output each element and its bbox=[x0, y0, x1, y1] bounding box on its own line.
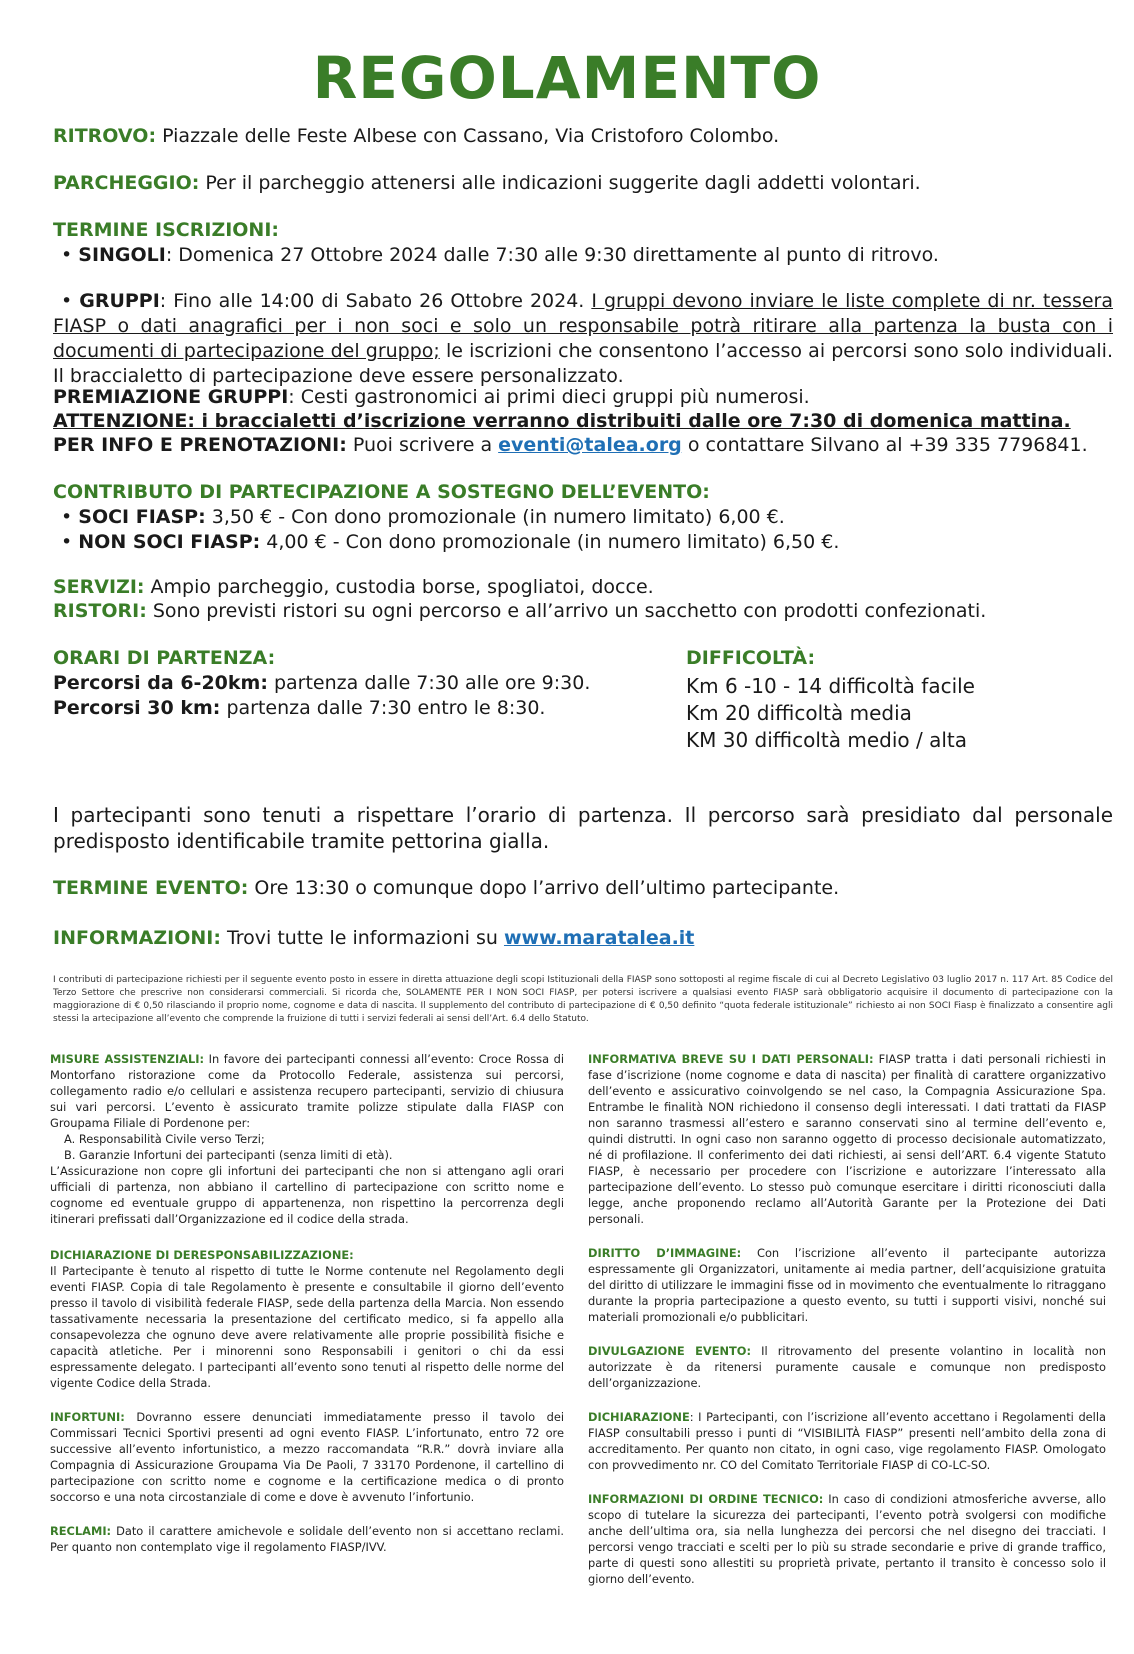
ristori-label: RISTORI: bbox=[53, 600, 147, 622]
infortuni-label: INFORTUNI: bbox=[50, 1410, 125, 1424]
ristori-line bbox=[53, 599, 1113, 624]
informazioni-label: INFORMAZIONI: bbox=[53, 927, 221, 949]
difficolta-label: DIFFICOLTÀ: bbox=[686, 647, 816, 669]
premiazione-text: : Cesti gastronomici ai primi dieci gruppi più numerosi. bbox=[288, 386, 810, 408]
soci-label: SOCI FIASP: bbox=[78, 506, 206, 528]
privacy-paragraph bbox=[588, 1051, 1106, 1227]
iscrizioni-label: TERMINE ISCRIZIONI: bbox=[53, 219, 280, 241]
difficolta-line: Km 20 difficoltà media bbox=[686, 701, 912, 725]
gruppi-rest: le iscrizioni che consentono l’accesso ai percorsi sono solo individuali. Il braccialetto di partecipazione deve essere personalizzato. bbox=[53, 340, 1114, 387]
tecnico-label: INFORMAZIONI DI ORDINE TECNICO: bbox=[588, 1492, 824, 1506]
singoli-text: : Domenica 27 Ottobre 2024 dalle 7:30 alle 9:30 direttamente al punto di ritrovo. bbox=[165, 244, 939, 266]
privacy-label: INFORMATIVA BREVE SU I DATI PERSONALI: bbox=[588, 1052, 874, 1066]
misure-rest: L’Assicurazione non copre gli infortuni dei partecipanti che non si attengano agli orari ufficiali di partenza, non abbiano il cartellino di partecipazione con scritto nome e cognome ed eventuale gruppo di appartenenza, non rispettino la percorrenza degli itinerari prefissati dall’Organizzazione ed il codice della strada. bbox=[50, 1164, 564, 1226]
orari-r2-label: Percorsi 30 km: bbox=[53, 697, 221, 719]
attenzione-line: ATTENZIONE: i braccialetti d’iscrizione verranno distribuiti dalle ore 7:30 di domenica mattina. bbox=[53, 410, 1071, 432]
servizi-text: Ampio parcheggio, custodia borse, spogliatoi, docce. bbox=[144, 576, 654, 598]
info-text1: Puoi scrivere a bbox=[346, 434, 499, 456]
reclami-paragraph bbox=[50, 1523, 564, 1555]
orari-section bbox=[53, 646, 653, 721]
parcheggio-label: PARCHEGGIO: bbox=[53, 172, 200, 194]
right-column bbox=[588, 1051, 1106, 1587]
ritrovo-line bbox=[53, 124, 1113, 149]
servizi-line bbox=[53, 575, 1113, 600]
termine-evento-text: Ore 13:30 o comunque dopo l’arrivo dell’ultimo partecipante. bbox=[248, 877, 840, 899]
parcheggio-text: Per il parcheggio attenersi alle indicazioni suggerite dagli addetti volontari. bbox=[199, 172, 921, 194]
singoli-line bbox=[53, 243, 1113, 268]
servizi-label: SERVIZI: bbox=[53, 576, 145, 598]
fine-print: I contributi di partecipazione richiesti per il seguente evento posto in essere in diretta attuazione degli scopi Istituzionali della FIASP sono sottoposti al regime fiscale di cui al Decreto Legislativo 03 luglio 2017 n. 117 Art. 85 Codice del Terzo Settore che prescrive non considerarsi commerciali. Si ricorda che, SOLAMENTE PER I NON SOCI FIASP, per potersi iscrivere a qualsiasi evento FIASP sarà obbligatorio acquisire il documento di partecipazione con la maggiorazione di € 0,50 rilasciando il proprio nome, cognome e data di nascita. Il supplemento del contributo di partecipazione di € 0,50 definito “quota federale istituzionale” richiesto ai non SOCI Fiasp è finalizzato a consentire agli stessi la artecipazione all’evento che comprende la fruizione di tutti i servizi federali ai sensi dell’Art. 6.4 dello Statuto. bbox=[53, 975, 1113, 1024]
difficolta-line: KM 30 difficoltà medio / alta bbox=[686, 728, 968, 752]
difficolta-section bbox=[686, 646, 1106, 754]
soci-line bbox=[53, 505, 1113, 530]
dichiarazione-text: : I Partecipanti, con l’iscrizione all’evento accettano i Regolamenti della FIASP consultabili presso i punti di “VISIBILITÀ FIASP” presenti nell’ambito della zona di accreditamento. Per quanto non citato, in ogni caso, vige regolamento FIASP. Omologato con provvedimento nr. CO del Comitato Territoriale FIASP di CO-LC-SO. bbox=[588, 1410, 1106, 1472]
bullet: • bbox=[61, 290, 73, 312]
partecipanti-paragraph: I partecipanti sono tenuti a rispettare l’orario di partenza. Il percorso sarà presidiato dal personale predisposto identificabile tramite pettorina gialla. bbox=[53, 803, 1113, 853]
bullet: • bbox=[61, 506, 73, 528]
orari-label: ORARI DI PARTENZA: bbox=[53, 647, 276, 669]
divulgazione-paragraph bbox=[588, 1343, 1106, 1391]
parcheggio-line bbox=[53, 171, 1113, 196]
misure-label: MISURE ASSISTENZIALI: bbox=[50, 1052, 205, 1066]
gruppi-label: GRUPPI bbox=[79, 290, 160, 312]
iscrizioni-section bbox=[53, 218, 1113, 268]
nonsoci-line bbox=[53, 530, 1113, 555]
gruppi-paragraph bbox=[53, 289, 1113, 389]
info-line bbox=[53, 433, 1113, 458]
contributo-label: CONTRIBUTO DI PARTECIPAZIONE A SOSTEGNO DELL’EVENTO: bbox=[53, 481, 710, 503]
left-column bbox=[50, 1051, 564, 1555]
misure-paragraph bbox=[50, 1051, 564, 1131]
immagine-label: DIRITTO D’IMMAGINE: bbox=[588, 1246, 742, 1260]
page-title: REGOLAMENTO bbox=[312, 44, 822, 112]
premiazione-label: PREMIAZIONE GRUPPI bbox=[53, 386, 289, 408]
misure-b: B. Garanzie Infortuni dei partecipanti (senza limiti di età). bbox=[64, 1148, 393, 1162]
informazioni-text: Trovi tutte le informazioni su bbox=[220, 927, 504, 949]
tecnico-paragraph bbox=[588, 1491, 1106, 1587]
termine-evento-line bbox=[53, 876, 1113, 901]
orari-r1-label: Percorsi da 6-20km: bbox=[53, 672, 268, 694]
nonsoci-label: NON SOCI FIASP: bbox=[78, 531, 261, 553]
reclami-label: RECLAMI: bbox=[50, 1524, 112, 1538]
bullet: • bbox=[61, 244, 73, 266]
orari-row-2 bbox=[53, 696, 653, 721]
immagine-text: Con l’iscrizione all’evento il partecipante autorizza espressamente gli Organizzatori, unitamente ai media partner, dell’acquisizione gratuita del diritto di utilizzare le immagini fisse od in movimento che eventualmente lo ritraggano durante la propria partecipazione a questo evento, su tutti i supporti visivi, nonché sui materiali promozionali e/o pubblicitari. bbox=[588, 1246, 1106, 1324]
difficolta-line: Km 6 -10 - 14 difficoltà facile bbox=[686, 674, 975, 698]
info-text2: o contattare Silvano al +39 335 7796841. bbox=[681, 434, 1088, 456]
info-label: PER INFO E PRENOTAZIONI: bbox=[53, 434, 347, 456]
divulgazione-label: DIVULGAZIONE EVENTO: bbox=[588, 1344, 752, 1358]
informazioni-line bbox=[53, 926, 1113, 951]
ritrovo-label: RITROVO: bbox=[53, 125, 157, 147]
dichiarazione-paragraph bbox=[588, 1409, 1106, 1473]
orari-row-1 bbox=[53, 671, 653, 696]
tecnico-text: In caso di condizioni atmosferiche avverse, allo scopo di tutelare la sicurezza dei partecipanti, l’evento potrà svolgersi con modifiche anche dell’ultima ora, sia nella lunghezza dei percorsi che nel disegno dei tracciati. I percorsi vengo tracciati e scelti per lo più su strade secondarie e prive di grande traffico, parte di questi sono allestiti su proprietà private, pertanto il transito è concesso solo il giorno dell’evento. bbox=[588, 1492, 1106, 1586]
ristori-text: Sono previsti ristori su ogni percorso e all’arrivo un sacchetto con prodotti confezionati. bbox=[146, 600, 987, 622]
orari-r2-text: partenza dalle 7:30 entro le 8:30. bbox=[220, 697, 546, 719]
nonsoci-text: 4,00 € - Con dono promozionale (in numero limitato) 6,50 €. bbox=[260, 531, 840, 553]
termine-evento-label: TERMINE EVENTO: bbox=[53, 877, 249, 899]
misure-a: A. Responsabilità Civile verso Terzi; bbox=[64, 1132, 265, 1146]
email-link[interactable]: eventi@talea.org bbox=[498, 434, 682, 456]
gruppi-underlined: I gruppi devono inviare le liste complete di nr. tessera FIASP o dati anagrafici per i non soci e solo un responsabile potrà ritirare alla partenza la busta con i documenti di partecipazione del gruppo; bbox=[53, 290, 1113, 362]
website-link[interactable]: www.maratalea.it bbox=[503, 927, 695, 949]
infortuni-text: Dovranno essere denunciati immediatamente presso il tavolo dei Commissari Tecnici Sportivi presenti ad ogni evento FIASP. L’infortunato, entro 72 ore successive all’evento infortunistico, a mezzo raccomandata “R.R.” dovrà inviare alla Compagnia di Assicurazione Groupama Via De Paoli, 7 33170 Pordenone, il cartellino di partecipazione con scritto nome e cognome e la certificazione medica o di pronto soccorso e una nota circostanziale di come e dove è avvenuto l’infortunio. bbox=[50, 1410, 564, 1504]
dich-label: DICHIARAZIONE DI DERESPONSABILIZZAZIONE: bbox=[50, 1248, 354, 1262]
soci-text: 3,50 € - Con dono promozionale (in numero limitato) 6,00 €. bbox=[205, 506, 785, 528]
dich-text: Il Partecipante è tenuto al rispetto di tutte le Norme contenute nel Regolamento degli eventi FIASP. Copia di tale Regolamento è presente e consultabile il giorno dell’evento presso il tavolo di visibilità federale FIASP, sede della partenza della Marcia. Non essendo tassativamente necessaria la presentazione del certificato medico, si fa appello alla consapevolezza che ognuno deve avere relativamente alle proprie possibilità fisiche e capacità atletiche. Per i minorenni sono Responsabili i genitori o chi da essi espressamente delegato. I partecipanti all’evento sono tenuti al rispetto delle norme del vigente Codice della Strada. bbox=[50, 1264, 564, 1390]
singoli-label: SINGOLI bbox=[78, 244, 166, 266]
dichiarazione-label: DICHIARAZIONE bbox=[588, 1410, 690, 1424]
orari-r1-text: partenza dalle 7:30 alle ore 9:30. bbox=[267, 672, 591, 694]
misure-text: In favore dei partecipanti connessi all’evento: Croce Rossa di Montorfano ristorazione come da Protocollo Federale, assistenza sui percorsi, collegamento radio e/o cellulari e assistenza recupero partecipanti, servizio di chiusura sui vari percorsi. L’evento è assicurato tramite polizze stipulate dalla FIASP con Groupama Filiale di Pordenone per: bbox=[50, 1052, 564, 1130]
immagine-paragraph bbox=[588, 1245, 1106, 1325]
divulgazione-text: Il ritrovamento del presente volantino in località non autorizzate è da ritenersi puramente causale e comunque non predisposto dell’organizzazione. bbox=[588, 1344, 1106, 1390]
reclami-text: Dato il carattere amichevole e solidale dell’evento non si accettano reclami. Per quanto non contemplato vige il regolamento FIASP/IVV. bbox=[50, 1524, 564, 1554]
contributo-section bbox=[53, 480, 1113, 555]
infortuni-paragraph bbox=[50, 1409, 564, 1505]
privacy-text: FIASP tratta i dati personali richiesti in fase d’iscrizione (nome cognome e data di nascita) per finalità di carattere organizzativo dell’evento e assicurativo coinvolgendo se nel caso, la Compagnia Assicurazione Spa. Entrambe le finalità NON richiedono il consenso degli interessati. I dati trattati da FIASP non saranno trasmessi all’estero e saranno conservati sino al termine dell’evento e, quindi distrutti. In ogni caso non saranno oggetto di processo decisionale automatizzato, né di profilazione. Il conferimento dei dati richiesti, ai sensi dell’ART. 6.4 vigente Statuto FIASP, è necessario per procedere con l’iscrizione e autorizzare l’interessato alla partecipazione dell’evento. Lo stesso può comunque esercitare i diritti riconosciuti dalla legge, anche proponendo reclamo all’Autorità Garante per la Protezione dei Dati personali. bbox=[588, 1052, 1106, 1226]
ritrovo-text: Piazzale delle Feste Albese con Cassano, Via Cristoforo Colombo. bbox=[156, 125, 780, 147]
gruppi-text: : Fino alle 14:00 di Sabato 26 Ottobre 2024. bbox=[159, 290, 592, 312]
premiazione-line bbox=[53, 385, 1113, 410]
bullet: • bbox=[61, 531, 73, 553]
